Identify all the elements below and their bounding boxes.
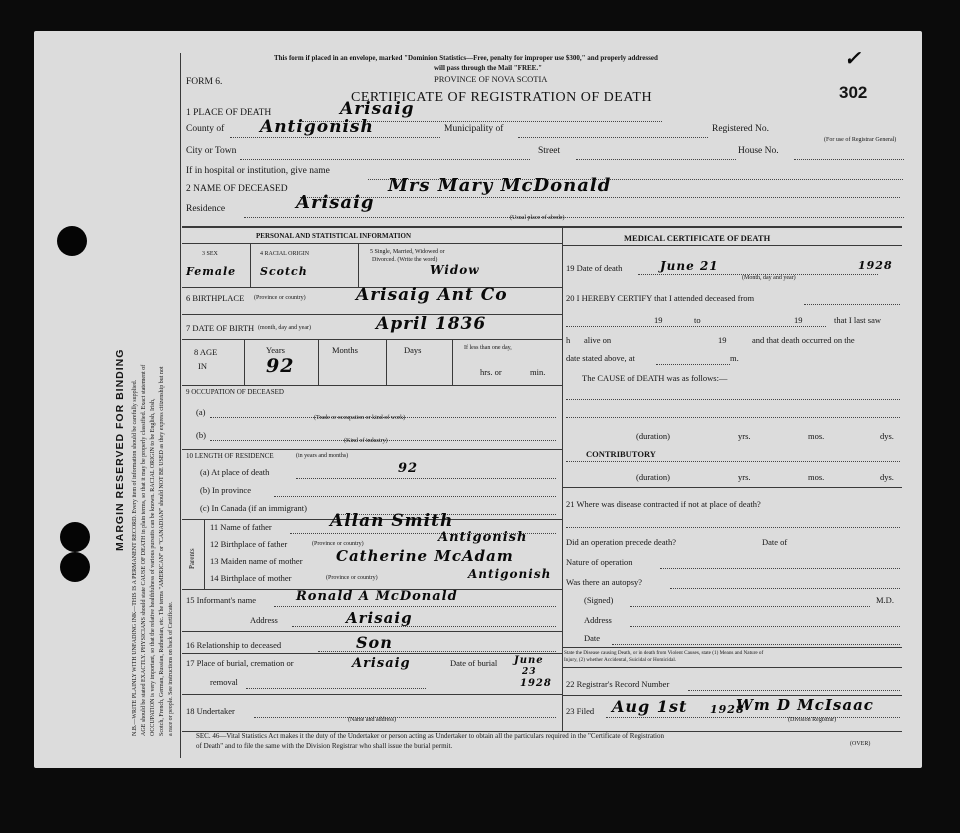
- medical-date-label: Date: [584, 633, 601, 643]
- racial-origin-value: Scotch: [260, 265, 308, 278]
- residence-label: Residence: [186, 204, 226, 214]
- date-of-death-value: June 21: [660, 259, 719, 273]
- occupation-a: (a): [196, 407, 206, 417]
- marital-status-value: Widow: [430, 263, 480, 277]
- age-label: 8 AGE: [194, 347, 218, 357]
- months-label: Months: [332, 345, 358, 355]
- relationship-value: Son: [356, 633, 393, 652]
- at-place-label: (a) At place of death: [200, 467, 270, 477]
- burial-removal-label: removal: [210, 677, 238, 687]
- sex-value: Female: [186, 265, 237, 278]
- certify-death-occurred: and that death occurred on the: [752, 335, 855, 345]
- date-of-death-year: 1928: [858, 259, 893, 272]
- occupation-b: (b): [196, 430, 206, 440]
- in-province-label: (b) In province: [200, 485, 251, 495]
- contributory-dys: dys.: [880, 472, 894, 482]
- father-name-label: 11 Name of father: [210, 522, 272, 532]
- q21-label: 21 Where was disease contracted if not at place of death?: [566, 499, 761, 509]
- place-of-death-label: 1 PLACE OF DEATH: [186, 108, 272, 118]
- certify-19a: 19: [654, 315, 663, 325]
- mother-name-label: 13 Maiden name of mother: [210, 556, 303, 566]
- in-canada-label: (c) In Canada (if an immigrant): [200, 503, 307, 513]
- sex-label: 3 SEX: [202, 251, 218, 257]
- residence-length-label: 10 LENGTH OF RESIDENCE: [186, 452, 274, 460]
- margin-instruction-1: N.B.—WRITE PLAINLY WITH UNFADING INK—THIS IS A PERMANENT RECORD. Every item of information should be carefully supplied.: [132, 379, 138, 736]
- name-of-deceased-value: Mrs Mary McDonald: [388, 175, 612, 196]
- occupation-a-note: (Trade or occupation or kind of work): [314, 415, 406, 421]
- md-label: M.D.: [876, 595, 894, 605]
- burial-date-day: 23: [522, 667, 537, 677]
- burial-date-month: June: [514, 655, 544, 666]
- cause-of-death-label: The CAUSE of DEATH was as follows:—: [582, 373, 728, 383]
- certify-last-saw: that I last saw: [834, 315, 881, 325]
- operation-date-label: Date of: [762, 537, 788, 547]
- place-of-death-value: Arisaig: [340, 99, 415, 119]
- birthplace-note: (Province or country): [254, 295, 306, 301]
- medical-address-label: Address: [584, 615, 612, 625]
- residence-note: (Usual place of abode): [510, 215, 565, 221]
- personal-section-title: PERSONAL AND STATISTICAL INFORMATION: [256, 232, 412, 240]
- form-number: FORM 6.: [186, 77, 223, 87]
- q23-label: 23 Filed: [566, 706, 595, 716]
- contributory-duration-label: (duration): [636, 472, 670, 482]
- house-label: House No.: [738, 146, 779, 156]
- racial-origin-label: 4 RACIAL ORIGIN: [260, 251, 310, 257]
- undertaker-label: 18 Undertaker: [186, 706, 235, 716]
- municipality-label: Municipality of: [444, 124, 504, 134]
- mother-name-value: Catherine McAdam: [336, 547, 514, 565]
- name-of-deceased-label: 2 NAME OF DECEASED: [186, 184, 288, 194]
- date-of-death-note: (Month, day and year): [742, 275, 796, 281]
- county-label: County of: [186, 124, 225, 134]
- contributory-yrs: yrs.: [738, 472, 751, 482]
- nature-of-operation-label: Nature of operation: [566, 557, 633, 567]
- mail-notice-2: will pass through the Mail "FREE.": [434, 64, 542, 72]
- county-value: Antigonish: [260, 117, 374, 137]
- father-birthplace-value: Antigonish: [438, 530, 528, 545]
- certify-19b: 19: [794, 315, 803, 325]
- autopsy-label: Was there an autopsy?: [566, 577, 643, 587]
- mail-notice-1: This form if placed in an envelope, marked "Dominion Statistics—Free, penalty for improper use $300," and properly addressed: [274, 54, 658, 62]
- hospital-label: If in hospital or institution, give name: [186, 166, 330, 176]
- father-name-value: Allan Smith: [330, 511, 454, 531]
- cause-duration-label: (duration): [636, 431, 670, 441]
- binding-margin-title: MARGIN RESERVED FOR BINDING: [114, 348, 126, 551]
- mother-birthplace-note: (Province or country): [326, 575, 378, 581]
- residence-length-note: (in years and months): [296, 453, 349, 459]
- father-birthplace-note: (Province or country): [312, 541, 364, 547]
- parents-label: Parents: [188, 548, 196, 569]
- operation-label: Did an operation precede death?: [566, 537, 676, 547]
- binding-hole-top: [57, 226, 87, 256]
- certify-alive-on: alive on: [584, 335, 612, 345]
- certify-19c: 19: [718, 335, 727, 345]
- sec46-line-2: of Death" and to file the same with the Division Registrar who shall issue the burial permit.: [196, 742, 453, 750]
- relationship-label: 16 Relationship to deceased: [186, 640, 282, 650]
- hrs-label: hrs. or: [480, 367, 502, 377]
- mother-birthplace-value: Antigonish: [468, 567, 552, 581]
- registrar-note: (For use of Registrar General): [824, 137, 897, 143]
- q22-label: 22 Registrar's Record Number: [566, 679, 670, 689]
- marital-label-2: Divorced. (Write the word): [372, 257, 438, 263]
- signed-label: (Signed): [584, 595, 614, 605]
- burial-label: 17 Place of burial, cremation or: [186, 658, 294, 668]
- burial-date-label: Date of burial: [450, 658, 498, 668]
- certify-m: m.: [730, 353, 739, 363]
- over-note: (OVER): [850, 741, 871, 747]
- form-left-border: [180, 53, 181, 758]
- certify-to: to: [694, 315, 701, 325]
- occupation-label: 9 OCCUPATION OF DECEASED: [186, 388, 284, 396]
- margin-instruction-3: OCCUPATION is very important, so that the relative healthfulness of various pursuits can be known. RACIAL ORIGIN to be English, Irish,: [150, 398, 156, 736]
- dob-label: 7 DATE OF BIRTH: [186, 323, 255, 333]
- days-label: Days: [404, 345, 422, 355]
- medical-section-title: MEDICAL CERTIFICATE OF DEATH: [624, 233, 771, 243]
- mother-birthplace-label: 14 Birthplace of mother: [210, 573, 292, 583]
- city-label: City or Town: [186, 146, 237, 156]
- contributory-mos: mos.: [808, 472, 825, 482]
- at-place-value: 92: [398, 461, 419, 476]
- province-name: PROVINCE OF NOVA SCOTIA: [434, 74, 548, 84]
- less-than-day-label: If less than one day,: [464, 345, 512, 351]
- violent-causes-note-2: Injury, (2) whether Accidental, Suicidal or Homicidal.: [564, 657, 677, 663]
- division-registrar-note: (Division Registrar): [788, 717, 837, 723]
- margin-instruction-5: a race or people. See instructions on back of Certificate.: [168, 601, 174, 736]
- check-mark: ✓: [844, 46, 862, 70]
- filed-date-value: Aug 1st: [612, 697, 688, 716]
- burial-place-value: Arisaig: [352, 656, 411, 671]
- marital-label-1: 5 Single, Married, Widowed or: [370, 249, 445, 255]
- cause-dys: dys.: [880, 431, 894, 441]
- certify-h: h: [566, 335, 571, 345]
- undertaker-note: (Name and address): [348, 717, 396, 723]
- residence-value: Arisaig: [296, 192, 375, 213]
- certify-date-stated: date stated above, at: [566, 353, 635, 363]
- certificate-paper: [34, 31, 922, 768]
- years-label: Years: [266, 345, 285, 355]
- informant-value: Ronald A McDonald: [296, 589, 458, 604]
- certificate-number: 302: [839, 83, 868, 102]
- margin-instruction-4: Scotch, French, German, Russian, Ruthenian, etc. The terms "AMERICAN" or "CANADIAN" should NOT BE USED as they express citizenship but not: [159, 366, 165, 736]
- occupation-b-note: (Kind of industry): [344, 438, 388, 444]
- birthplace-label: 6 BIRTHPLACE: [186, 293, 245, 303]
- registered-no-label: Registered No.: [712, 124, 769, 134]
- age-in-label: IN: [198, 361, 207, 371]
- date-of-death-label: 19 Date of death: [566, 263, 623, 273]
- sec46-line-1: SEC. 46—Vital Statistics Act makes it the duty of the Undertaker or person acting as Undertaker to obtain all the particulars required in the "Certificate of Registration: [196, 732, 665, 740]
- street-label: Street: [538, 146, 561, 156]
- division-registrar-value: Wm D McIsaac: [736, 696, 874, 714]
- informant-address-label: Address: [250, 615, 278, 625]
- margin-instruction-2: AGE should be stated EXACTLY. PHYSICIANS should state CAUSE OF DEATH in plain terms, so that it may be properly classified. Exact statement of: [141, 364, 147, 736]
- informant-address-value: Arisaig: [346, 609, 413, 627]
- certify-line-1: 20 I HEREBY CERTIFY that I attended deceased from: [566, 293, 755, 303]
- cause-yrs: yrs.: [738, 431, 751, 441]
- min-label: min.: [530, 367, 546, 377]
- violent-causes-note-1: State the Disease causing Death, or in death from Violent Causes, state (1) Means and Nature of: [564, 650, 764, 656]
- age-years-value: 92: [266, 355, 295, 377]
- dob-note: (month, day and year): [258, 325, 311, 331]
- birthplace-value: Arisaig Ant Co: [356, 285, 508, 305]
- contributory-label: CONTRIBUTORY: [586, 449, 656, 459]
- binding-hole-bottom: [60, 552, 90, 582]
- cause-mos: mos.: [808, 431, 825, 441]
- filed-year-value: 1928: [710, 703, 745, 716]
- certificate-title: CERTIFICATE OF REGISTRATION OF DEATH: [351, 90, 653, 105]
- father-birthplace-label: 12 Birthplace of father: [210, 539, 288, 549]
- burial-date-year: 1928: [520, 678, 552, 689]
- informant-label: 15 Informant's name: [186, 595, 256, 605]
- binding-hole-middle: [60, 522, 90, 552]
- dob-value: April 1836: [376, 314, 487, 334]
